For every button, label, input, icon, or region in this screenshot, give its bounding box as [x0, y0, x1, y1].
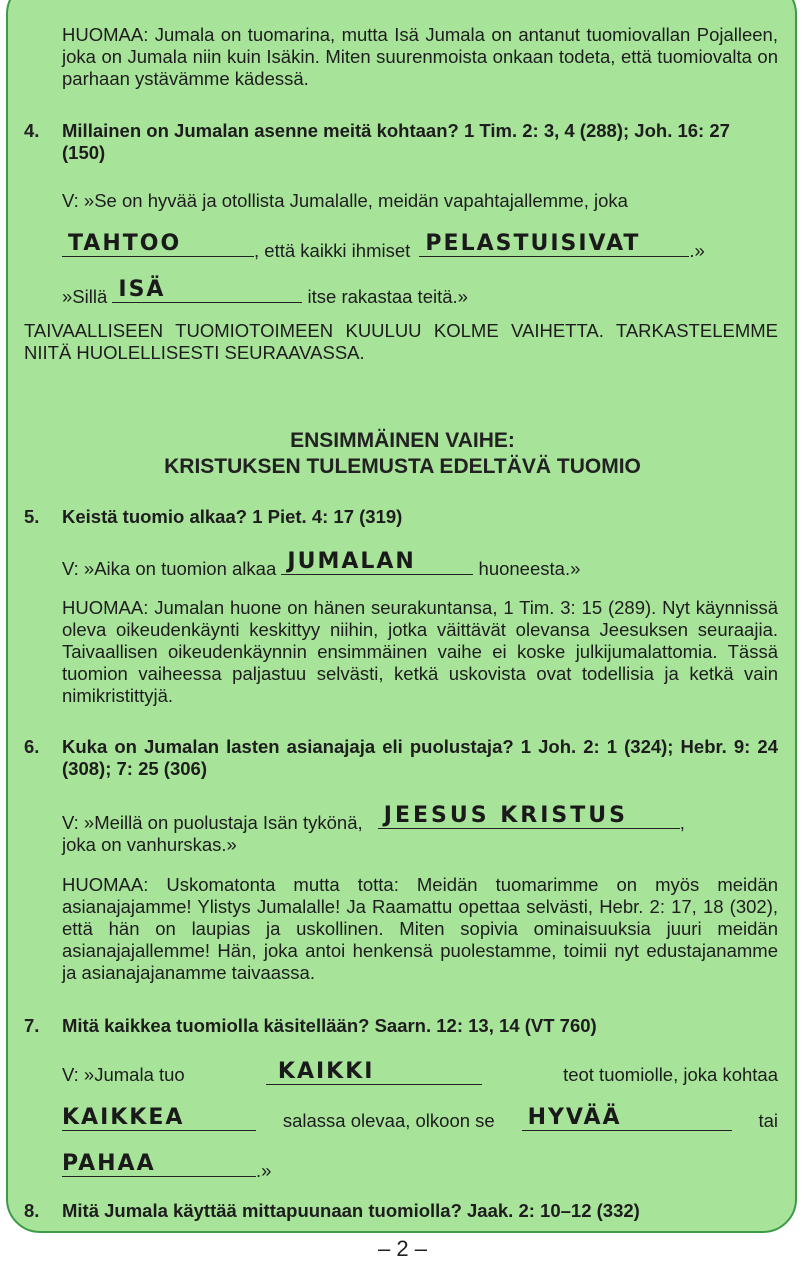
q7-end: .» [256, 1160, 272, 1181]
blank-kaikki [266, 1059, 482, 1085]
question-7-number: 7. [24, 1015, 40, 1036]
blank-jeesus-kristus [378, 803, 680, 829]
question-4-answer-line2 [62, 277, 468, 308]
q5-answer-start: V: »Aika on tuomion alkaa [62, 558, 277, 579]
question-6-text: Kuka on Jumalan lasten asianajaja eli puolustaja? 1 Joh. 2: 1 (324); Hebr. 9: 24 (308); 7: 25 (306) [62, 736, 778, 779]
question-4-number: 4. [24, 120, 40, 141]
handwritten-kaikkea: KAIKKEA [62, 1105, 185, 1130]
question-7-text: Mitä kaikkea tuomiolla käsitellään? Saarn. 12: 13, 14 (VT 760) [62, 1015, 597, 1036]
question-6-number: 6. [24, 736, 40, 757]
question-6-note: HUOMAA: Uskomatonta mutta totta: Meidän tuomarimme on myös meidän asianajajamme! Ylistys Jumalalle! Ja Raamattu opettaa selvästi, Hebr. 2: 17, 18 (302), että hän on laupias ja uskollinen. Miten sopivia ominaisuuksia juuri meidän asianajajallemme! Hän, joka antoi henkensä puolestamme, toimii nyt edustajanamme ja asianajajanamme taivaassa. [62, 874, 778, 983]
q5-answer-end: huoneesta.» [478, 558, 581, 579]
question-4-answer-line1 [62, 231, 778, 262]
question-5-number: 5. [24, 506, 40, 527]
q7-mid1: teot tuomiolle, joka kohtaa [563, 1064, 778, 1085]
handwritten-pelastuisivat: PELASTUISIVAT [425, 231, 641, 256]
handwritten-hyvaa: HYVÄÄ [527, 1105, 622, 1130]
blank-tahtoo [62, 231, 254, 257]
q6-comma: , [679, 812, 685, 833]
question-8-text: Mitä Jumala käyttää mittapuunaan tuomiolla? Jaak. 2: 10–12 (332) [62, 1200, 640, 1221]
q4-line2-end: itse rakastaa teitä.» [307, 286, 468, 307]
handwritten-kaikki: KAIKKI [277, 1059, 375, 1084]
handwritten-jeesus-kristus: JEESUS KRISTUS [383, 803, 628, 828]
blank-pahaa [62, 1151, 256, 1177]
question-5-note: HUOMAA: Jumalan huone on hänen seurakuntansa, 1 Tim. 3: 15 (289). Nyt käynnissä oleva oikeudenkäynti keskittyy niihin, jotka väittävät olevansa Jeesuksen seuraajia. Taivaallisen oikeudenkäynnin ensimmäinen vaihe ei koske julkijumalattomia. Tässä tuomion vaiheessa paljastuu selvästi, ketkä uskovista ovat todellisia ja ketkä vain nimikristittyjä. [62, 597, 778, 706]
question-8-number: 8. [24, 1200, 40, 1221]
section-heading-line1: ENSIMMÄINEN VAIHE: [290, 429, 515, 452]
handwritten-isa: ISÄ [118, 277, 166, 302]
q4-line2-start: »Sillä [62, 286, 108, 307]
question-5-text: Keistä tuomio alkaa? 1 Piet. 4: 17 (319) [62, 506, 403, 527]
question-7-answer-line1 [62, 1059, 778, 1086]
question-5-answer [62, 549, 581, 580]
question-7-answer-line3 [62, 1151, 272, 1182]
intro-note: HUOMAA: Jumala on tuomarina, mutta Isä Jumala on antanut tuomiovallan Pojalleen, joka on Jumala niin kuin Isäkin. Miten suurenmoista onkaan todeta, että tuomiovalta on parhaan ystävämme kädessä. [62, 24, 778, 89]
blank-hyvaa [522, 1105, 732, 1131]
blank-isa [112, 277, 302, 303]
three-phases-intro: TAIVAALLISEEN TUOMIOTOIMEEN KUULUU KOLME VAIHETTA. TARKASTELEMME NIITÄ HUOLELLISESTI SEURAAVASSA. [24, 320, 778, 363]
handwritten-tahtoo: TAHTOO [68, 231, 182, 256]
section-heading-line2: KRISTUKSEN TULEMUSTA EDELTÄVÄ TUOMIO [164, 455, 641, 478]
handwritten-jumalan: JUMALAN [287, 549, 416, 574]
question-4-answer-start: V: »Se on hyvää ja otollista Jumalalle, meidän vapahtajallemme, joka [62, 190, 628, 211]
q6-answer-start: V: »Meillä on puolustaja Isän tykönä, [62, 812, 363, 833]
page-number: – 2 – [378, 1236, 427, 1261]
q4-end-text: .» [689, 240, 705, 261]
q7-mid2: salassa olevaa, olkoon se [282, 1110, 495, 1131]
q7-mid3: tai [758, 1110, 778, 1131]
question-7-answer-line2 [62, 1105, 778, 1132]
handwritten-pahaa: PAHAA [62, 1151, 156, 1176]
q6-answer-end: joka on vanhurskas.» [62, 834, 237, 855]
question-6-answer [62, 803, 778, 856]
blank-jumalan [281, 549, 473, 575]
q4-mid-text: , että kaikki ihmiset [254, 240, 411, 261]
q7-answer-start: V: »Jumala tuo [62, 1064, 185, 1085]
question-4-text: Millainen on Jumalan asenne meitä kohtaan? 1 Tim. 2: 3, 4 (288); Joh. 16: 27 (150) [62, 120, 730, 163]
blank-pelastuisivat [419, 231, 689, 257]
blank-kaikkea [62, 1105, 256, 1131]
